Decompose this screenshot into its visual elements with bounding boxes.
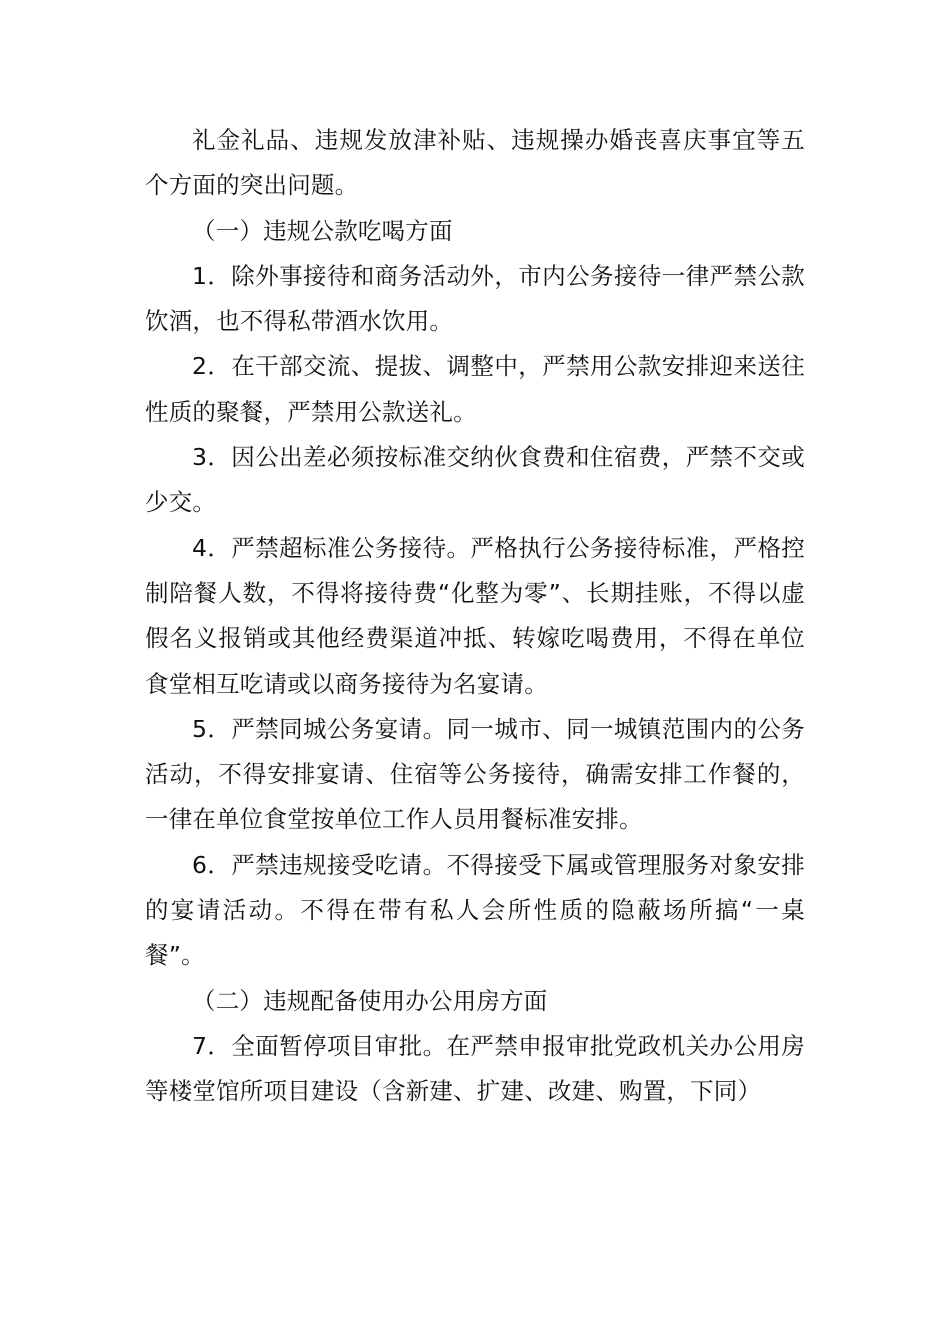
document-body — [145, 118, 805, 1115]
paragraph-item-1: 1．除外事接待和商务活动外，市内公务接待一律严禁公款饮酒，也不得私带酒水饮用。 — [145, 261, 805, 336]
paragraph-item-2: 2．在干部交流、提拔、调整中，严禁用公款安排迎来送往性质的聚餐，严禁用公款送礼。 — [145, 352, 805, 426]
paragraph-item-4: 4．严禁超标准公务接待。严格执行公务接待标准，严格控制陪餐人数，不得将接待费“化整为零”、长期挂账，不得以虚假名义报销或其他经费渠道冲抵、转嫁吃喝费用，不得在单位食堂相互吃请或以商务接待为名宴请。 — [145, 533, 805, 698]
paragraph-item-6: 6．严禁违规接受吃请。不得接受下属或管理服务对象安排的宴请活动。不得在带有私人会所性质的隐蔽场所搞“一桌餐”。 — [145, 850, 805, 970]
paragraph-item-3: 3．因公出差必须按标准交纳伙食费和住宿费，严禁不交或少交。 — [145, 443, 805, 517]
section-heading-1: （一）违规公款吃喝方面 — [192, 216, 453, 245]
section-heading-2: （二）违规配备使用办公用房方面 — [192, 986, 548, 1015]
paragraph-item-7: 7．全面暂停项目审批。在严禁申报审批党政机关办公用房等楼堂馆所项目建设（含新建、扩建、改建、购置，下同） — [145, 1031, 805, 1106]
paragraph-intro-continuation: 礼金礼品、违规发放津补贴、违规操办婚丧喜庆事宜等五个方面的突出问题。 — [145, 126, 805, 200]
paragraph-item-5: 5．严禁同城公务宴请。同一城市、同一城镇范围内的公务活动，不得安排宴请、住宿等公务接待，确需安排工作餐的，一律在单位食堂按单位工作人员用餐标准安排。 — [145, 714, 805, 834]
